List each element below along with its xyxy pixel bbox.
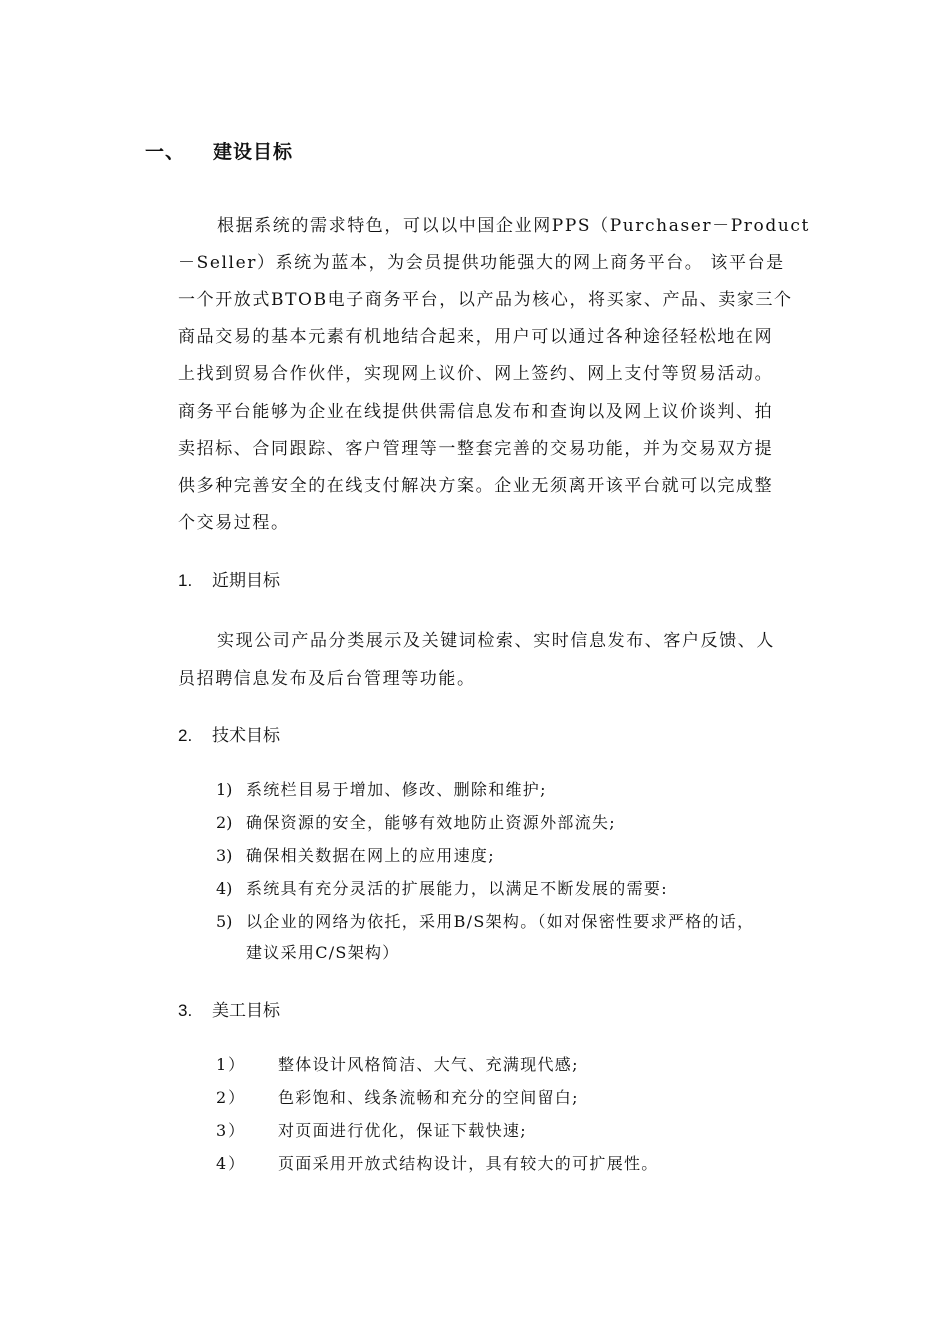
goal2-item-2-text: 确保资源的安全，能够有效地防止资源外部流失; xyxy=(246,813,616,832)
goal2-item-1 xyxy=(216,777,547,800)
goal1-title: 近期目标 xyxy=(212,571,280,590)
goal3-item-3 xyxy=(216,1118,527,1141)
goal3-item-4-text: 页面采用开放式结构设计，具有较大的可扩展性。 xyxy=(278,1154,659,1173)
goal2-title: 技术目标 xyxy=(212,726,280,745)
intro-line-3: 一个开放式BTOB电子商务平台，以产品为核心，将买家、产品、卖家三个 xyxy=(178,290,793,310)
goal3-item-1-text: 整体设计风格简洁、大气、充满现代感; xyxy=(278,1055,579,1074)
goal1-line-2: 员招聘信息发布及后台管理等功能。 xyxy=(178,669,476,689)
goal3-title: 美工目标 xyxy=(212,1001,280,1020)
section-number: 一、 xyxy=(145,141,186,163)
goal3-item-4 xyxy=(216,1151,659,1174)
goal3-item-1-number: 1） xyxy=(216,1055,247,1074)
intro-line-9: 个交易过程。 xyxy=(178,513,290,533)
goal2-heading xyxy=(178,721,280,746)
goal2-item-3-text: 确保相关数据在网上的应用速度; xyxy=(246,846,495,865)
intro-line-5: 上找到贸易合作伙伴，实现网上议价、网上签约、网上支付等贸易活动。 xyxy=(178,364,774,384)
goal1-number: 1. xyxy=(178,571,193,590)
goal2-item-5-text: 以企业的网络为依托，采用B/S架构。（如对保密性要求严格的话， xyxy=(246,912,755,931)
goal2-number: 2. xyxy=(178,726,193,745)
goal2-item-2 xyxy=(216,810,616,833)
goal1-heading xyxy=(178,566,280,591)
goal2-item-4 xyxy=(216,876,668,899)
intro-line-8: 供多种完善安全的在线支付解决方案。企业无须离开该平台就可以完成整 xyxy=(178,476,774,496)
goal1-line-1: 实现公司产品分类展示及关键词检索、实时信息发布、客户反馈、人 xyxy=(217,631,775,651)
goal3-item-1 xyxy=(216,1052,579,1075)
goal3-number: 3. xyxy=(178,1001,193,1020)
section-title: 建设目标 xyxy=(213,141,294,163)
intro-line-2: －Seller）系统为蓝本，为会员提供功能强大的网上商务平台。 该平台是 xyxy=(178,253,785,273)
goal3-item-2 xyxy=(216,1085,579,1108)
goal3-item-2-number: 2） xyxy=(216,1088,247,1107)
goal2-item-5-continuation: 建议采用C/S架构） xyxy=(246,943,400,962)
intro-line-4: 商品交易的基本元素有机地结合起来，用户可以通过各种途径轻松地在网 xyxy=(178,327,774,347)
goal2-item-5-number: 5) xyxy=(216,912,233,931)
goal3-item-2-text: 色彩饱和、线条流畅和充分的空间留白; xyxy=(278,1088,579,1107)
goal2-item-3 xyxy=(216,843,495,866)
goal3-item-3-text: 对页面进行优化，保证下载快速; xyxy=(278,1121,527,1140)
section-heading xyxy=(145,137,293,164)
intro-line-1: 根据系统的需求特色，可以以中国企业网PPS（Purchaser－Product xyxy=(217,216,810,236)
intro-line-7: 卖招标、合同跟踪、客户管理等一整套完善的交易功能，并为交易双方提 xyxy=(178,439,774,459)
goal2-item-5 xyxy=(216,909,754,932)
goal3-item-4-number: 4） xyxy=(216,1154,247,1173)
goal2-item-3-number: 3) xyxy=(216,846,233,865)
goal2-item-1-number: 1) xyxy=(216,780,233,799)
intro-line-6: 商务平台能够为企业在线提供供需信息发布和查询以及网上议价谈判、拍 xyxy=(178,402,774,422)
goal3-item-3-number: 3） xyxy=(216,1121,247,1140)
goal3-heading xyxy=(178,996,280,1021)
goal2-item-1-text: 系统栏目易于增加、修改、删除和维护; xyxy=(246,780,547,799)
goal2-item-4-number: 4) xyxy=(216,879,233,898)
goal2-item-4-text: 系统具有充分灵活的扩展能力，以满足不断发展的需要: xyxy=(246,879,668,898)
goal2-item-2-number: 2) xyxy=(216,813,233,832)
